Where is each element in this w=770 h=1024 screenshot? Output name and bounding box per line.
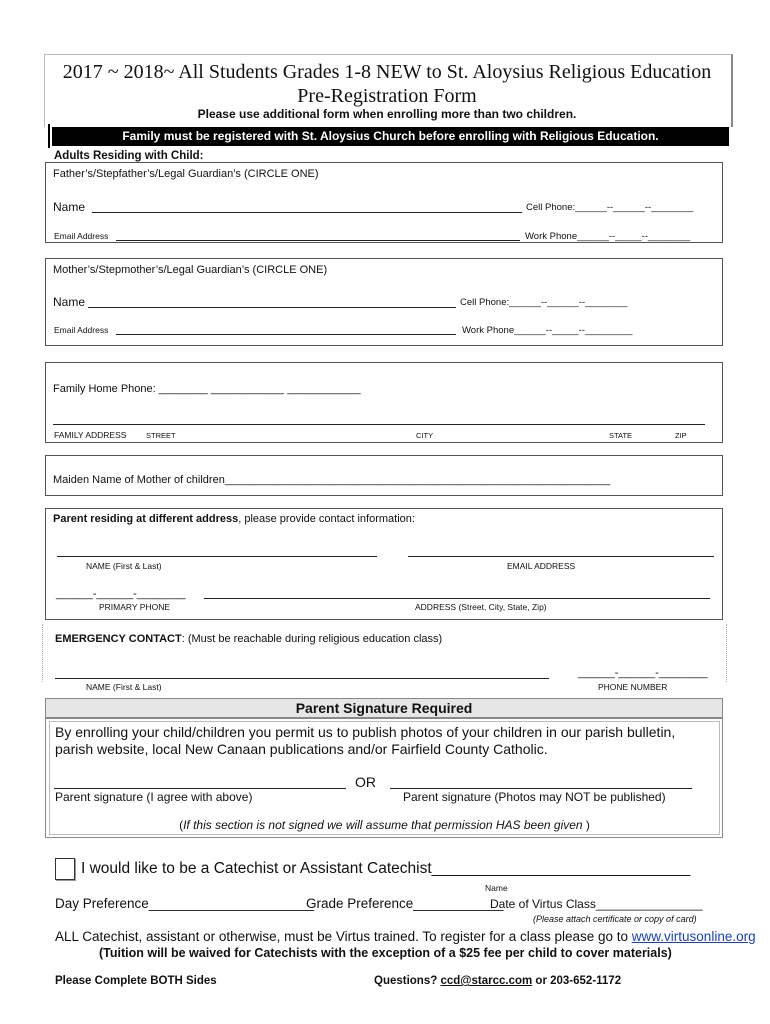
dotted-edge-right	[722, 624, 727, 682]
permission-note	[49, 818, 720, 832]
mother-cell-phone[interactable]: Cell Phone:______--______--________	[460, 297, 628, 308]
father-name-label: Name	[53, 200, 86, 214]
complete-both-sides: Please Complete BOTH Sides	[55, 975, 217, 987]
permission-note-italic: If this section is not signed we will assume that permission HAS been given	[183, 818, 583, 832]
family-address-label: FAMILY ADDRESS	[54, 430, 127, 440]
dotted-edge-left	[42, 624, 47, 682]
emergency-name-field[interactable]	[55, 678, 549, 679]
mother-email-label: Email Address	[54, 325, 109, 335]
mother-email-field[interactable]	[116, 334, 456, 335]
signature-heading: Parent Signature Required	[45, 698, 723, 718]
zip-caption: ZIP	[675, 431, 687, 440]
father-work-phone[interactable]: Work Phone______--_____--________	[525, 231, 691, 242]
state-caption: STATE	[609, 431, 633, 440]
attach-certificate-note: (Please attach certificate or copy of card)	[533, 914, 697, 924]
permission-note-open: (	[179, 818, 184, 832]
questions-contact	[374, 975, 621, 987]
mother-work-phone[interactable]: Work Phone______--_____--_________	[462, 325, 633, 336]
father-label: Father’s/Stepfather’s/Legal Guardian’s (CIRCLE ONE)	[53, 168, 319, 180]
other-parent-address-caption: ADDRESS (Street, City, State, Zip)	[415, 602, 547, 612]
emergency-phone-field[interactable]: ______-______-________	[578, 667, 708, 679]
grade-preference-field[interactable]: Grade Preference____________	[306, 896, 504, 911]
emergency-heading-rest: : (Must be reachable during religious education class)	[181, 633, 443, 645]
father-name-field[interactable]	[92, 212, 522, 213]
father-email-field[interactable]	[116, 240, 520, 241]
emergency-heading-bold: EMERGENCY CONTACT	[55, 633, 182, 645]
father-cell-phone[interactable]: Cell Phone:______--______--________	[526, 202, 694, 213]
other-parent-heading	[53, 513, 415, 525]
emergency-heading	[55, 633, 442, 645]
mother-name-label: Name	[53, 295, 86, 309]
form-subtitle: Pre-Registration Form	[297, 85, 477, 107]
form-title: 2017 ~ 2018~ All Students Grades 1-8 NEW to St. Aloysius Religious Education	[62, 61, 712, 83]
registration-banner: Family must be registered with St. Aloysius Church before enrolling with Religious Education.	[52, 127, 729, 146]
contact-phone: or 203-652-1172	[532, 975, 622, 987]
contact-email[interactable]: ccd@starcc.com	[440, 975, 533, 987]
family-home-phone[interactable]: Family Home Phone: ________ ____________ ____________	[53, 383, 361, 395]
tuition-note: (Tuition will be waived for Catechists with the exception of a $25 fee per child to cover materials)	[99, 946, 672, 960]
city-caption: CITY	[416, 431, 434, 440]
signature-or: OR	[355, 774, 376, 790]
other-parent-phone-caption: PRIMARY PHONE	[99, 602, 171, 612]
day-preference-field[interactable]: Day Preference______________________	[55, 896, 314, 911]
other-parent-name-caption: NAME (First & Last)	[86, 561, 162, 571]
other-parent-heading-bold: Parent residing at different address	[53, 513, 239, 525]
emergency-phone-caption: PHONE NUMBER	[598, 682, 668, 692]
street-caption: STREET	[146, 431, 176, 440]
mother-label: Mother’s/Stepmother’s/Legal Guardian’s (CIRCLE ONE)	[53, 264, 328, 276]
other-parent-address-field[interactable]	[204, 598, 710, 599]
virtus-link[interactable]: www.virtusonline.org	[631, 929, 756, 944]
maiden-name-field[interactable]: Maiden Name of Mother of children_______________________________________________________________	[53, 474, 611, 486]
virtus-requirement	[55, 929, 756, 944]
questions-label: Questions?	[374, 975, 441, 987]
virtus-date-field[interactable]: Date of Virtus Class________________	[490, 897, 703, 911]
permission-note-close: )	[582, 818, 590, 832]
other-parent-name-field[interactable]	[57, 556, 377, 557]
signature-agree-caption: Parent signature (I agree with above)	[55, 790, 253, 804]
family-address-field[interactable]	[53, 424, 705, 425]
adults-heading: Adults Residing with Child:	[54, 150, 204, 162]
additional-form-note: Please use additional form when enrolling more than two children.	[197, 107, 577, 121]
other-parent-email-caption: EMAIL ADDRESS	[507, 561, 576, 571]
emergency-name-caption: NAME (First & Last)	[86, 682, 162, 692]
signature-decline-field[interactable]	[390, 788, 692, 789]
other-parent-phone-field[interactable]: ______-______-________	[56, 588, 186, 600]
signature-agree-field[interactable]	[54, 788, 346, 789]
other-parent-email-field[interactable]	[408, 556, 714, 557]
catechist-label: I would like to be a Catechist or Assistant Catechist______________________________	[81, 860, 691, 877]
signature-decline-caption: Parent signature (Photos may NOT be published)	[403, 790, 666, 804]
virtus-requirement-text: ALL Catechist, assistant or otherwise, must be Virtus trained. To register for a class please go to	[55, 929, 632, 944]
mother-name-field[interactable]	[88, 307, 456, 308]
catechist-checkbox[interactable]	[55, 858, 75, 880]
catechist-name-caption: Name	[485, 883, 508, 893]
father-email-label: Email Address	[54, 231, 109, 241]
other-parent-heading-rest: , please provide contact information:	[238, 513, 415, 525]
banner-left-rule	[48, 124, 50, 148]
photo-permission-text: By enrolling your child/children you permit us to publish photos of your children in our parish bulletin, parish website, local New Canaan publications and/or Fairfield County Catholic.	[55, 724, 676, 757]
